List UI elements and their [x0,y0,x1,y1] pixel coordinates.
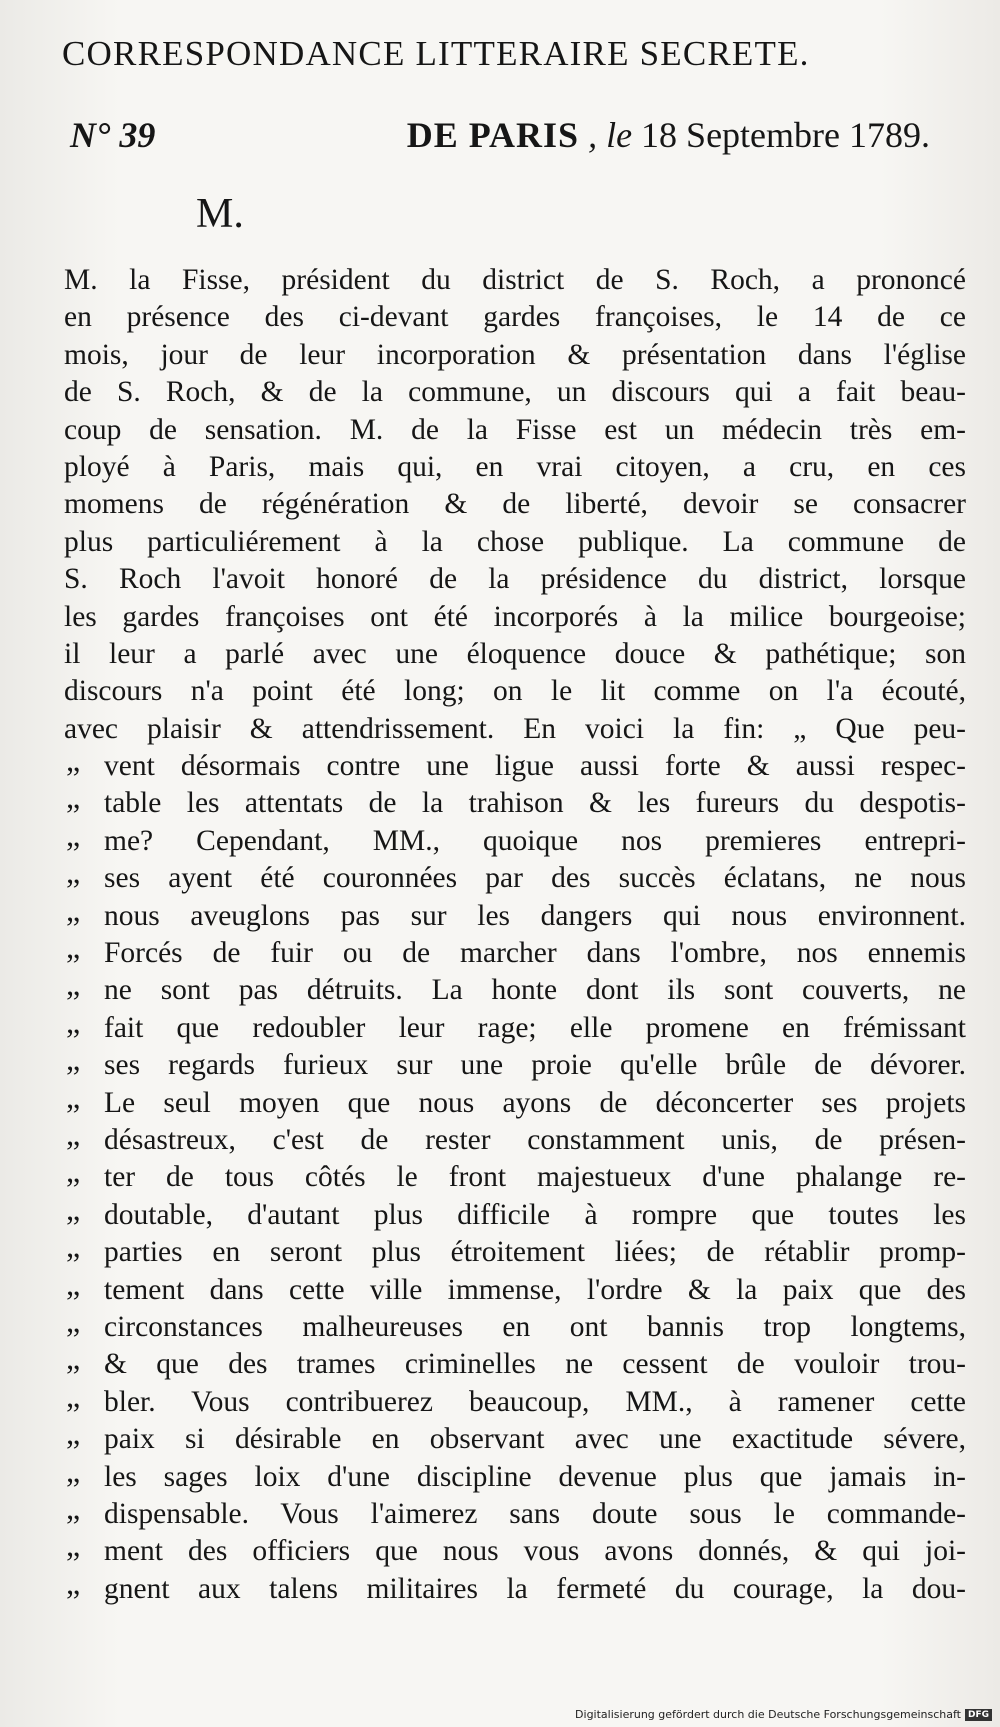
text-line: „ tement dans cette ville immense, l'ordre & la paix que des [64,1272,966,1309]
text-line: „ désastreux, c'est de rester constamment unis, de présen- [64,1122,966,1159]
text-line: „ ment des officiers que nous vous avons donnés, & qui joi- [64,1533,966,1570]
text-line: avec plaisir & attendrissement. En voici la fin: „ Que peu- [64,712,966,745]
text-line: „ me? Cependant, MM., quoique nos premieres entrepri- [64,823,966,860]
text-line: ployé à Paris, mais qui, en vrai citoyen, a cru, en ces [64,450,966,483]
text-line: „ bler. Vous contribuerez beaucoup, MM., à ramener cette [64,1384,966,1421]
salutation: M. [196,191,244,237]
text-line: coup de sensation. M. de la Fisse est un médecin très em- [64,413,966,446]
text-line: momens de régénération & de liberté, devoir se consacrer [64,488,966,521]
text-line: de S. Roch, & de la commune, un discours qui a fait beau- [64,376,966,409]
text-line: „ nous aveuglons pas sur les dangers qui nous environnent. [64,898,966,935]
text-line: „ table les attentats de la trahison & les fureurs du despotis- [64,785,966,822]
text-line: M. la Fisse, président du district de S. Roch, a prononcé [64,264,966,296]
text-line: „ & que des trames criminelles ne cessent de vouloir trou- [64,1346,966,1383]
dfg-logo: DFG [965,1709,992,1721]
body-text [64,262,966,1608]
text-line: „ paix si désirable en observant avec une exactitude sévere, [64,1421,966,1458]
text-line: „ parties en seront plus étroitement liées; de rétablir promp- [64,1234,966,1271]
text-line: il leur a parlé avec une éloquence douce & pathétique; son [64,637,966,670]
issue-number: N° 39 [70,115,156,155]
text-line: „ ne sont pas détruits. La honte dont ils sont couverts, ne [64,972,966,1009]
text-line: „ fait que redoubler leur rage; elle promene en frémissant [64,1010,966,1047]
text-line: les gardes françoises ont été incorporés à la milice bourgeoise; [64,600,966,633]
text-line: „ doutable, d'autant plus difficile à rompre que toutes les [64,1197,966,1234]
place-name: DE PARIS [406,115,580,155]
date-value: 18 Septembre 1789. [641,115,930,155]
text-line: „ ses regards furieux sur une proie qu'elle brûle de dévorer. [64,1047,966,1084]
text-line: „ Le seul moyen que nous ayons de déconcerter ses projets [64,1085,966,1122]
text-line: „ dispensable. Vous l'aimerez sans doute sous le commande- [64,1496,966,1533]
text-line: „ vent désormais contre une ligue aussi forte & aussi respec- [64,748,966,785]
dateline [70,114,930,164]
place-and-date [407,114,930,156]
text-line: „ ter de tous côtés le front majestueux d'une phalange re- [64,1159,966,1196]
text-line: en présence des ci-devant gardes françoises, le 14 de ce [64,301,966,334]
text-line: „ les sages loix d'une discipline devenue plus que jamais in- [64,1459,966,1496]
page-header-title: CORRESPONDANCE LITTERAIRE SECRETE. [62,34,810,73]
digitization-credit [575,1708,992,1721]
text-line: mois, jour de leur incorporation & présentation dans l'église [64,338,966,371]
text-line: „ Forcés de fuir ou de marcher dans l'ombre, nos ennemis [64,935,966,972]
date-prefix: , le [588,115,633,155]
credit-text: Digitalisierung gefördert durch die Deutsche Forschungsgemeinschaft [575,1708,961,1721]
text-line: discours n'a point été long; on le lit comme on l'a écouté, [64,675,966,708]
text-line: „ circonstances malheureuses en ont bannis trop longtems, [64,1309,966,1346]
text-line: plus particuliérement à la chose publique. La commune de [64,525,966,558]
text-line: „ gnent aux talens militaires la fermeté du courage, la dou- [64,1571,966,1608]
text-line: „ ses ayent été couronnées par des succès éclatans, ne nous [64,860,966,897]
text-line: S. Roch l'avoit honoré de la présidence du district, lorsque [64,563,966,596]
